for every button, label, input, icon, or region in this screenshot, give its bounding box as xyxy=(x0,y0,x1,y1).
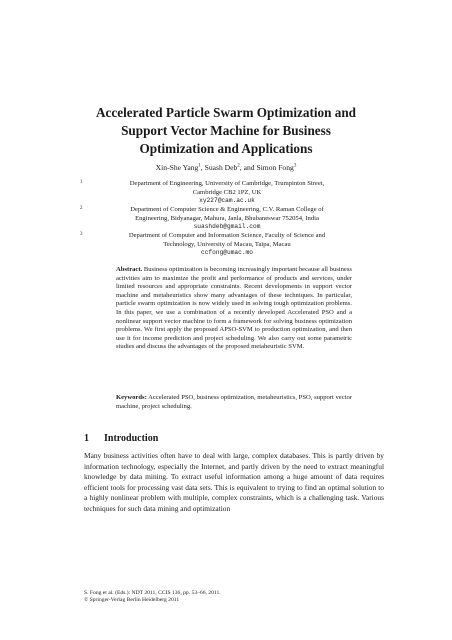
affiliation-number: 1 xyxy=(80,180,83,185)
section-heading xyxy=(84,433,384,445)
keywords-text: Accelerated PSO, business optimization, metaheuristics, PSO, support vector machine, project scheduling. xyxy=(116,394,352,410)
keywords xyxy=(116,394,352,411)
author-2: Suash Deb xyxy=(204,163,238,172)
author-separator: , xyxy=(200,163,205,172)
author-2-mark: 2 xyxy=(237,163,240,169)
affiliation-line: Cambridge CB2 1PZ, UK xyxy=(192,188,262,196)
section-title: Introduction xyxy=(104,433,159,444)
affiliation-line: Department of Computer Science & Engineering, C.V. Raman College of xyxy=(130,206,324,213)
affiliation-2 xyxy=(82,206,372,232)
abstract-text: Business optimization is becoming increasingly important because all business activities aim to maximize the profit and performance of products and services, under limited resources and appropriate constraints. Recent developments in support vector machine and metaheuristics show many advantages of these techniques. In particular, particle swarm optimization is now widely used in solving tough optimization problems. In this paper, we use a combination of a recently developed Accelerated PSO and a nonlinear support vector machine to form a framework for solving business optimization problems. We first apply the proposed APSO-SVM to production optimization, and then use it for income prediction and project scheduling. We also carry out some parametric studies and discuss the advantages of the proposed metaheuristic SVM. xyxy=(116,266,352,351)
affiliation-line: Department of Computer and Information Science, Faculty of Science and xyxy=(128,232,326,239)
paper-title xyxy=(60,104,392,158)
affiliation-email: xy227@cam.ac.uk xyxy=(199,197,255,205)
author-1-mark: 1 xyxy=(198,163,201,169)
intro-paragraph: Many business activities often have to deal with large, complex databases. This is partly driven by information technology, especially the Internet, and partly driven by the need to extract meaningful knowledge by data mining. To extract useful information among a huge amount of data requires efficient tools for processing vast data sets. This is equivalent to trying to find an optimal solution to a highly nonlinear problem with multiple, complex constraints, which is a challenging task. Various techniques for such data mining and optimization xyxy=(84,451,384,513)
author-separator: , and xyxy=(239,163,257,172)
abstract xyxy=(116,266,352,352)
section-number: 1 xyxy=(84,433,89,444)
footer-copyright: © Springer-Verlag Berlin Heidelberg 2011 xyxy=(84,597,180,603)
keywords-label: Keywords: xyxy=(116,394,147,401)
affiliation-number: 3 xyxy=(80,232,83,237)
page-footer xyxy=(84,590,384,604)
author-3-mark: 3 xyxy=(293,163,297,169)
affiliation-line: Technology, University of Macau, Taipa, Macau xyxy=(163,240,291,248)
author-1: Xin-She Yang xyxy=(155,163,199,172)
affiliation-3 xyxy=(82,232,372,258)
affiliation-email: suashdeb@gmail.com xyxy=(193,223,261,231)
affiliation-number: 2 xyxy=(80,206,83,211)
title-line-3: Optimization and Applications xyxy=(139,141,313,156)
footer-citation: S. Fong et al. (Eds.): NDT 2011, CCIS 136, pp. 53–66, 2011. xyxy=(84,590,221,596)
abstract-label: Abstract. xyxy=(116,266,143,273)
affiliation-line: Engineering, Bidyanagar, Mahura, Janla, Bhubaneswar 752054, India xyxy=(135,214,319,222)
author-3: Simon Fong xyxy=(256,163,294,172)
affiliation-line: Department of Engineering, University of Cambridge, Trumpinton Street, xyxy=(129,180,325,187)
author-list xyxy=(60,163,392,173)
title-line-2: Support Vector Machine for Business xyxy=(121,123,331,138)
affiliation-1 xyxy=(82,180,372,206)
title-line-1: Accelerated Particle Swarm Optimization and xyxy=(95,105,357,120)
affiliation-email: ccfong@umac.mo xyxy=(201,249,253,257)
